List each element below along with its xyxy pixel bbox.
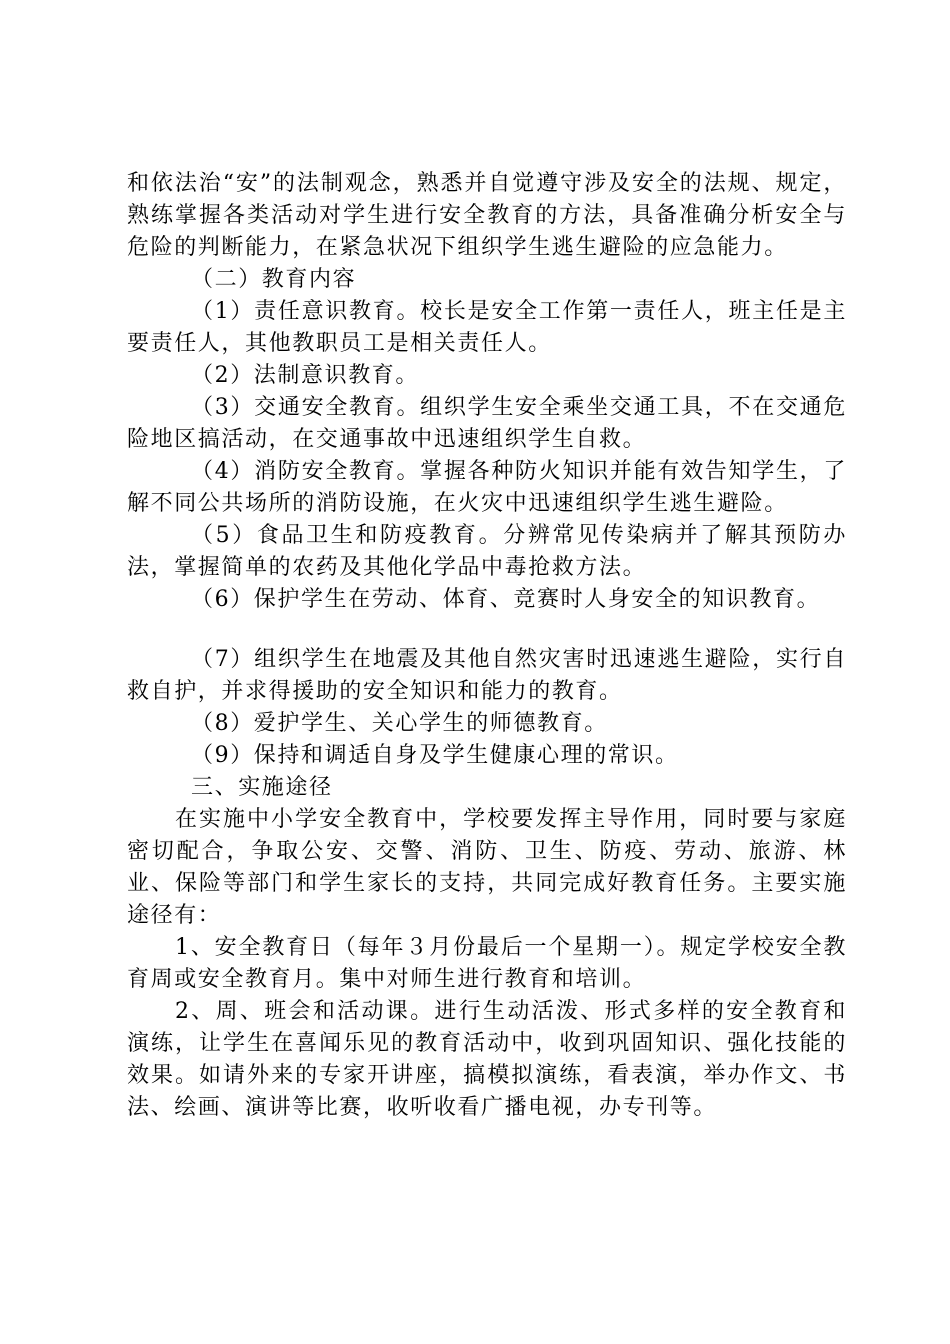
list-item-8: （8）爱护学生、关心学生的师德教育。 bbox=[191, 711, 608, 736]
paragraph-intro-continuation: 和依法治“安”的法制观念，熟悉并自觉遵守涉及安全的法规、规定，熟练掌握各类活动对学生进行安全教育的方法，具备准确分析安全与危险的判断能力，在紧急状况下组织学生逃生避险的应急能力。 bbox=[127, 171, 847, 260]
document-body bbox=[127, 168, 847, 1124]
list-item-3: （3）交通安全教育。组织学生安全乘坐交通工具，不在交通危险地区搞活动，在交通事故中迅速组织学生自救。 bbox=[127, 395, 847, 452]
list-item-4: （4）消防安全教育。掌握各种防火知识并能有效告知学生，了解不同公共场所的消防设施，在火灾中迅速组织学生逃生避险。 bbox=[127, 459, 847, 516]
list-item-5: （5）食品卫生和防疫教育。分辨常见传染病并了解其预防办法，掌握简单的农药及其他化学品中毒抢救方法。 bbox=[127, 523, 847, 580]
section-heading-education-content: （二）教育内容 bbox=[191, 267, 357, 292]
implementation-item-2: 2、周、班会和活动课。进行生动活泼、形式多样的安全教育和演练，让学生在喜闻乐见的教育活动中，收到巩固知识、强化技能的效果。如请外来的专家开讲座，搞模拟演练，看表演，举办作文、书法、绘画、演讲等比赛，收听收看广播电视，办专刊等。 bbox=[127, 999, 847, 1120]
list-item-1: （1）责任意识教育。校长是安全工作第一责任人，班主任是主要责任人，其他教职员工是相关责任人。 bbox=[127, 299, 847, 356]
list-item-2: （2）法制意识教育。 bbox=[191, 363, 419, 388]
paragraph-implementation-intro: 在实施中小学安全教育中，学校要发挥主导作用，同时要与家庭密切配合，争取公安、交警、消防、卫生、防疫、劳动、旅游、林业、保险等部门和学生家长的支持，共同完成好教育任务。主要实施途径有： bbox=[127, 807, 847, 928]
paragraph-gap bbox=[127, 616, 847, 644]
section-heading-implementation: 三、实施途径 bbox=[191, 775, 333, 800]
list-item-7: （7）组织学生在地震及其他自然灾害时迅速逃生避险，实行自救自护，并求得援助的安全知识和能力的教育。 bbox=[127, 647, 847, 704]
list-item-9: （9）保持和调适自身及学生健康心理的常识。 bbox=[191, 743, 679, 768]
list-item-6: （6）保护学生在劳动、体育、竞赛时人身安全的知识教育。 bbox=[191, 587, 821, 612]
implementation-item-1: 1、安全教育日（每年３月份最后一个星期一）。规定学校安全教育周或安全教育月。集中对师生进行教育和培训。 bbox=[127, 935, 847, 992]
